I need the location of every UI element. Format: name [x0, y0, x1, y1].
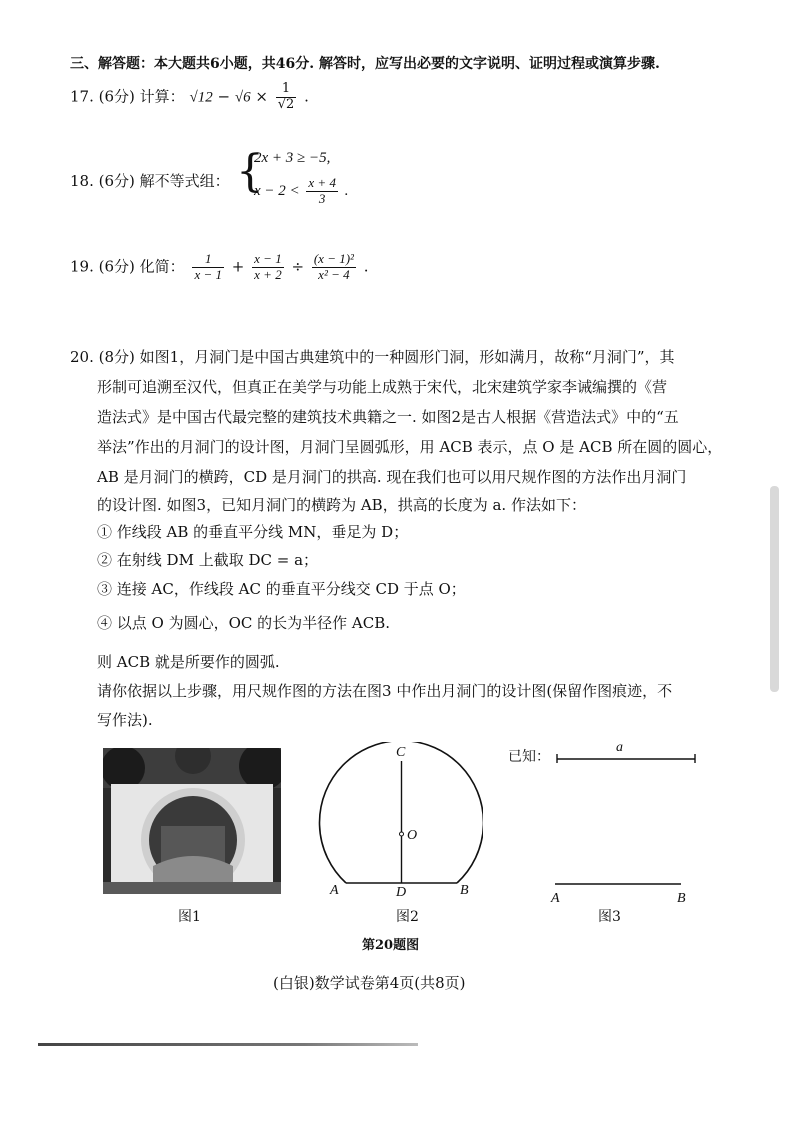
q19-fraction-1 — [192, 252, 224, 283]
q18-frac-den: 3 — [318, 190, 326, 206]
q20-line-5: AB 是月洞门的横跨，CD 是月洞门的拱高. 现在我们也可以用尺规作图的方法作出月洞门 — [97, 468, 687, 486]
fig3-label-B: B — [677, 891, 686, 906]
q18-brace: { — [236, 146, 264, 197]
fig2-label-o: O — [407, 828, 418, 843]
page-footer: (白银)数学试卷第4页(共8页) — [273, 974, 466, 992]
fig3-label-A: A — [551, 891, 560, 906]
q20-step-4: ④ 以点 O 为圆心，OC 的长为半径作 ACB. — [97, 614, 391, 632]
q19-f2-den: x + 2 — [254, 266, 282, 282]
q20-line-2: 形制可追溯至汉代，但真正在美学与功能上成熟于宋代，北宋建筑学家李诫编撰的《营 — [97, 378, 668, 396]
q20-line-1 — [70, 346, 675, 367]
figure-3-caption: 图3 — [598, 909, 621, 925]
q20-score: (8分) — [98, 348, 135, 366]
q20-step-3: ③ 连接 AC，作线段 AC 的垂直平分线交 CD 于点 O； — [97, 580, 466, 598]
q18-number: 18. — [70, 172, 94, 190]
fig3-label-a: a — [616, 740, 623, 755]
q19-plus: + — [231, 257, 245, 276]
q17-score: (6分) — [98, 87, 135, 106]
q17-fraction — [276, 82, 297, 113]
q20-step-1: ① 作线段 AB 的垂直平分线 MN，垂足为 D； — [97, 523, 409, 541]
fig2-label-a: A — [330, 883, 339, 898]
q17-minus: − — [217, 87, 231, 106]
q17-prompt: 计算： — [139, 87, 185, 106]
fig2-center-o — [400, 832, 404, 836]
q20-number: 20. — [70, 348, 94, 366]
figure-1-caption: 图1 — [178, 909, 201, 925]
q19-f2-num: x − 1 — [254, 251, 282, 266]
q18-prompt: 解不等式组： — [139, 172, 230, 190]
scan-edge-rule — [38, 1043, 418, 1046]
q19-f1-num: 1 — [192, 252, 224, 268]
fig2-label-d: D — [396, 885, 407, 900]
q19-score: (6分) — [98, 257, 135, 276]
q20-line-3: 造法式》是中国古代最完整的建筑技术典籍之一. 如图2是古人根据《营造法式》中的“五 — [97, 408, 679, 426]
q19-prompt: 化简： — [139, 257, 185, 276]
q20-line-6: 的设计图. 如图3，已知月洞门的横跨为 AB，拱高的长度为 a. 作法如下： — [97, 496, 586, 514]
q20-conclusion: 则 ACB 就是所要作的圆弧. — [97, 653, 280, 671]
question-18-stem — [70, 170, 230, 191]
q18-score: (6分) — [98, 172, 135, 190]
figure-2-caption: 图2 — [396, 909, 419, 925]
q19-f3-num: (x − 1)² — [313, 251, 354, 266]
fig2-label-b: B — [460, 883, 469, 898]
q17-frac-num: 1 — [276, 82, 297, 98]
q17-frac-den: √2 — [277, 96, 295, 112]
scrollbar-thumb[interactable] — [770, 486, 779, 692]
q17-number: 17. — [70, 87, 94, 106]
q19-f1-den: x − 1 — [194, 266, 223, 282]
q19-div: ÷ — [291, 257, 305, 276]
q18-line2-left: x − 2 < — [254, 182, 300, 199]
q17-sqrt12: √12 — [189, 89, 213, 106]
fig3-segment-ab — [545, 872, 695, 906]
q20-request-2: 写作法). — [97, 711, 153, 729]
figure-1-photo — [103, 748, 281, 894]
q20-line-4: 举法”作出的月洞门的设计图，月洞门呈圆弧形，用 ACB 表示，点 O 是 ACB 所在圆的圆心， — [97, 438, 723, 456]
q20-step-2: ② 在射线 DM 上截取 DC = a； — [97, 551, 319, 569]
question-17 — [70, 82, 309, 113]
q20-request-1: 请你依据以上步骤，用尺规作图的方法在图3 中作出月洞门的设计图(保留作图痕迹，不 — [97, 682, 673, 700]
fig3-segment-a — [552, 738, 702, 768]
question-19 — [70, 252, 369, 283]
q18-line2 — [254, 176, 348, 207]
q17-times: × — [255, 87, 268, 106]
fig2-label-c: C — [396, 745, 406, 760]
figure-group-caption: 第20题图 — [362, 938, 420, 953]
q19-number: 19. — [70, 257, 94, 276]
q18-line1: 2x + 3 ≥ −5, — [254, 150, 331, 166]
q19-fraction-2 — [252, 252, 284, 283]
section-header: 三、解答题：本大题共6小题，共46分. 解答时，应写出必要的文字说明、证明过程或演算步骤. — [70, 56, 660, 72]
q18-end: . — [344, 182, 349, 199]
fig3-known-label: 已知： — [508, 749, 550, 765]
q18-frac-num: x + 4 — [308, 175, 336, 190]
figure-2-diagram — [318, 742, 483, 900]
q19-fraction-3 — [312, 252, 356, 283]
q17-sqrt6: √6 — [234, 89, 251, 106]
q18-fraction — [306, 176, 338, 207]
q19-f3-den: x² − 4 — [318, 266, 350, 282]
q20-text-1: 如图1，月洞门是中国古典建筑中的一种圆形门洞，形如满月，故称“月洞门”，其 — [139, 348, 675, 366]
q19-end: . — [363, 257, 369, 276]
q17-end: . — [304, 87, 309, 106]
